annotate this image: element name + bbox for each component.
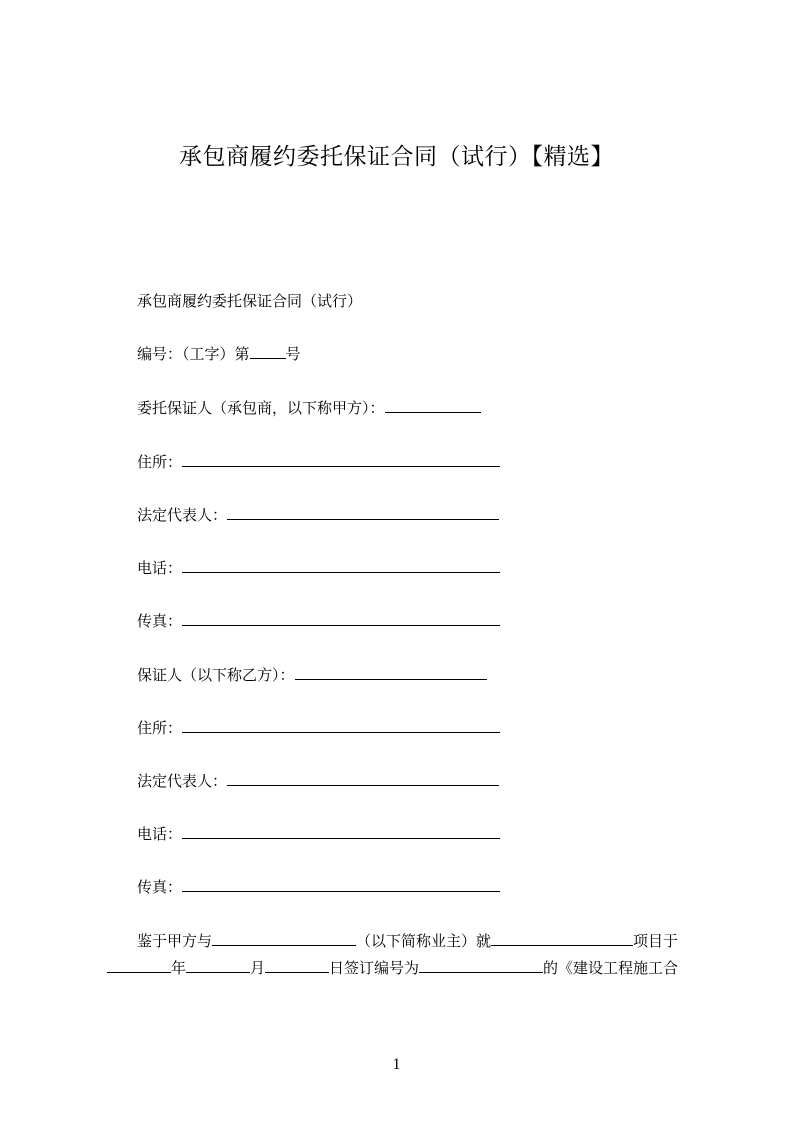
principal-blank [385, 398, 481, 413]
party-a-address-label: 住所： [137, 453, 183, 471]
contract-number-blank [250, 344, 286, 359]
party-a-rep-line [137, 504, 499, 526]
party-a-phone-line [137, 557, 500, 579]
party-a-fax-blank [182, 611, 500, 626]
party-a-address-blank [182, 452, 500, 467]
page-number: 1 [392, 1056, 401, 1073]
day-blank [265, 958, 329, 973]
clause-month-label: 月 [250, 959, 266, 977]
contract-no-blank [419, 958, 543, 973]
contract-number-line [137, 343, 301, 365]
party-b-fax-label: 传真： [137, 878, 183, 896]
clause-line-1 [137, 930, 678, 952]
guarantor-label: 保证人（以下称乙方）： [137, 666, 295, 684]
guarantor-blank [295, 665, 487, 680]
year-blank [107, 958, 171, 973]
party-a-address-line [137, 451, 500, 473]
party-b-address-label: 住所： [137, 719, 183, 737]
clause-text-3: 项目于 [633, 932, 679, 950]
party-b-rep-label: 法定代表人： [137, 772, 228, 790]
clause-line-2 [107, 957, 678, 979]
contract-number-suffix: 号 [285, 345, 301, 363]
party-b-phone-line [137, 823, 500, 845]
party-b-fax-line [137, 876, 500, 898]
document-title: 承包商履约委托保证合同（试行）【精选】 [179, 144, 614, 170]
party-b-address-blank [182, 718, 500, 733]
project-blank [491, 931, 633, 946]
party-b-phone-label: 电话： [137, 825, 183, 843]
party-a-rep-label: 法定代表人： [137, 506, 228, 524]
contract-number-label: 编号：（工字）第 [137, 345, 250, 363]
clause-text-2: （以下简称业主）就 [356, 932, 492, 950]
principal-label: 委托保证人（承包商，以下称甲方）： [137, 399, 385, 417]
guarantor-line [137, 664, 487, 686]
party-b-phone-blank [182, 824, 500, 839]
party-a-fax-label: 传真： [137, 612, 183, 630]
contract-subtitle: 承包商履约委托保证合同（试行） [137, 292, 363, 310]
party-a-phone-label: 电话： [137, 559, 183, 577]
party-b-fax-blank [182, 877, 500, 892]
month-blank [186, 958, 250, 973]
party-a-rep-blank [227, 505, 499, 520]
clause-year-label: 年 [171, 959, 187, 977]
party-a-fax-line [137, 610, 500, 632]
party-a-phone-blank [182, 558, 500, 573]
party-b-address-line [137, 717, 500, 739]
clause-text-1: 鉴于甲方与 [137, 932, 213, 950]
clause-text-6: 日签订编号为 [329, 959, 420, 977]
party-b-rep-line [137, 770, 499, 792]
principal-line [137, 397, 481, 419]
party-b-rep-blank [227, 771, 499, 786]
clause-text-7: 的《建设工程施工合 [543, 959, 679, 977]
owner-blank [212, 931, 356, 946]
